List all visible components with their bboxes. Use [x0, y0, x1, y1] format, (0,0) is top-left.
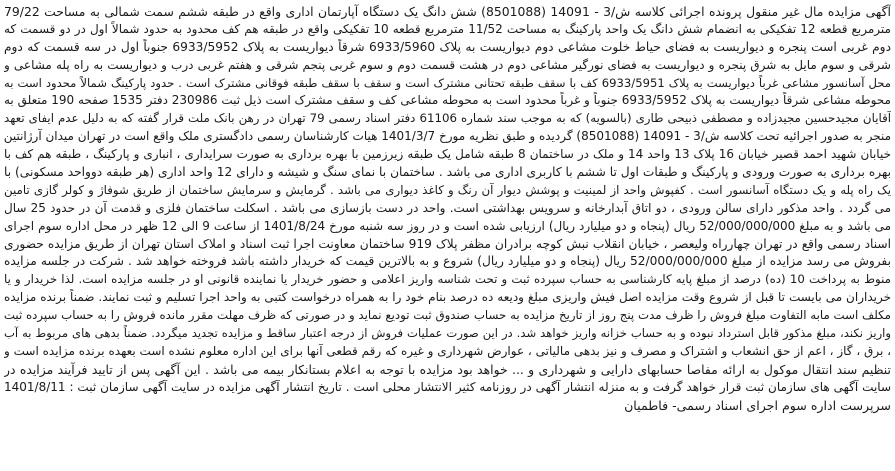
notice-line-2: مترمربع قطعه 12 تفکیکی به انضمام شش دانگ یک واحد پارکینگ به مساحت 11/52 مترمربع قطعه 10 تفکیکی واقع در طبقه هم کف محدود به حدود شمالاً اول در دو قسمت که — [4, 21, 891, 36]
notice-line-19: واریز نکند، مبلغ مذکور قابل استرداد نبوده و به حساب خزانه واریز خواهد شد. در این صورت عملیات فروش از درجه اعتبار ساقط و مزایده تجدید میگردد. ضمناً بدهی های مربوط به آب — [4, 326, 891, 341]
notice-line-3: دوم غربی است پنجره و دیواریست به فضای حیاط خلوت مشاعی دوم دیواریست به پلاک 6933/5960 شرقاً دیواریست به پلاک 6933/5952 جنوباً اول در سه قسمت که دوم — [4, 39, 891, 54]
notice-line-22: سایت آگهی های سازمان ثبت قرار خواهد گرفت و به منزله انتشار آگهی در روزنامه کثیر الانتشار محلی است . تاریخ انتشار آگهی مزایده در سایت آگهی سازمان ثبت : 1401/8/11 — [4, 379, 891, 394]
notice-line-11: یک راه پله و یک دستگاه آسانسور است . کفپوش واحد از لمینیت و پوشش دیوار آن رنگ و کاغذ دیواری می باشد . گرمایش و سرمایش ساختمان از طریق شوفاژ و کولر گازی تامین — [4, 182, 891, 197]
notice-signature-line: سرپرست اداره سوم اجرای اسناد رسمی- فاطمیان — [624, 397, 891, 413]
notice-line-16: منوط به پرداخت 10 (ده) درصد از مبلغ پایه کارشناسی به حساب سپرده ثبت و تحت شناسه واریز اعلامی و حضور خریدار یا نماینده قانونی او در جلسه مزایده است. لذا خریدار و یا — [4, 272, 891, 287]
notice-line-4: شرقی و سوم مایل به شرق پنجره و دیواریست به فضای نورگیر مشاعی دوم در هشت قسمت دوم و سوم غربی پنجم شرقی و هفتم غربی درب و دیواریست به راه پله مشاعی و — [4, 57, 891, 72]
notice-line-9: خیابان شهید احمد قصیر خیابان 16 پلاک 13 واحد 14 و ملک در ساختمان 8 طبقه شامل یک طبقه زیرزمین با بهره برداری به صورت سرایداری ، انباری و پارکینگ ، طبقه هم کف با — [4, 147, 891, 162]
notice-line-13: می باشد و به مبلغ 52/000/000/000 ریال (پنجاه و دو میلیارد ریال) ارزیابی شده است و در روز سه شنبه مورخ 1401/8/24 از ساعت 9 الی 12 ظهر در محل اداره سوم اجرای — [4, 218, 891, 233]
notice-line-14: اسناد رسمی واقع در تهران چهارراه ولیعصر ، خیابان انقلاب نبش کوچه برادران مظفر پلاک 919 ساختمان معاونت اجرا ثبت اسناد و املاک استان تهران از طریق مزایده حضوری — [4, 236, 891, 251]
notice-line-17: خریداران می بایست تا قبل از شروع وقت مزایده اصل فیش واریزی مبلغ ودیعه ده درصد بنام خود را به همراه درخواست کتبی به واحد اجرا تسلیم و ثبت نمایند. ضمناً برنده مزایده — [4, 290, 891, 305]
notice-line-7: آقایان مجیدحسین مجیدزاده و مصطفی ذبیحی طاری (بالسویه) که به موجب سند شماره 61106 دفتر اسناد رسمی 79 تهران در رهن بانک ملت قرار گفته که به دلیل عدم ایفای تعهد — [4, 111, 891, 126]
notice-line-1: آگهی مزایده مال غیر منقول پرونده اجرائی کلاسه ش/3 - 14091 (8501088) شش دانگ یک دستگاه آپارتمان اداری واقع در طبقه ششم سمت شمالی به مساحت 79/22 — [4, 4, 891, 19]
notice-line-12: می گردد . واحد مذکور دارای سالن ورودی ، دو اتاق آبدارخانه و سرویس بهداشتی است. واحد در دست بازسازی می باشد . اسکلت ساختمان فلزی و قدمت آن در حدود 25 سال — [4, 200, 891, 215]
notice-line-21: تنظیم سند انتقال موکول به ارائه مفاصا حسابهای دارایی و شهرداری و ... خواهد بود مزایده با توجه به اعلام بستانکار بیمه می باشد . این آگهی پس از تایید فرآیند مزایده در — [4, 361, 891, 377]
notice-line-15: بفروش می رسد مزایده از مبلغ 52/000/000/000 ریال (پنجاه و دو میلیارد ریال) شروع و به بالاترین قیمت که خریدار داشته باشد فروخته خواهد شد . شرکت در جلسه مزایده — [4, 254, 891, 269]
notice-line-8: منجر به صدور اجرائیه تحت کلاسه ش/3 - 14091 (8501088) گردیده و طبق نظریه مورخ 1401/3/7 هیات کارشناسان رسمی دادگستری ملک واقع است در تهران میدان آرژانتین — [4, 129, 891, 144]
notice-line-20: ، برق ، گاز ، اعم از حق انشعاب و اشتراک و مصرف و نیز بدهی مالیاتی ، عوارض شهرداری و غیره که رقم قطعی آنها برای این اداره معلوم نشده است بعهده برنده مزایده است و — [4, 343, 891, 358]
notice-line-6: محوطه مشاعی شرقاً دیواریست به پلاک 6933/5952 جنوباً و غرباً محدود است به محوطه مشاعی کف و سقف مشترک است ذیل ثبت 230986 دفتر 1535 صفحه 190 متعلق به — [4, 93, 891, 108]
notice-line-5: محل آسانسور مشاعی غرباً دیواریست به پلاک 6933/5951 کف با سقف طبقه تحتانی مشترک است و سقف با سقف طبقه فوقانی مشترک است . حدود پارکینگ شمالاً محدود است به — [4, 75, 891, 90]
notice-line-18: مکلف است مابه التفاوت مبلغ فروش را ظرف مدت پنج روز از تاریخ مزایده به حساب صندوق ثبت توديع نماید و در صورتی که ظرف مهلت مقرر مانده فروش را به حساب سپرده ثبت — [4, 308, 891, 323]
notice-line-10: بهره برداری به صورت ورودی و پارکینگ و طبقات اول تا ششم با کاربری اداری می باشد . ساختمان با نمای سنگ و شیشه و دارای 12 واحد اداری (هر طبقه دوواحد مسکونی) با — [4, 165, 891, 180]
